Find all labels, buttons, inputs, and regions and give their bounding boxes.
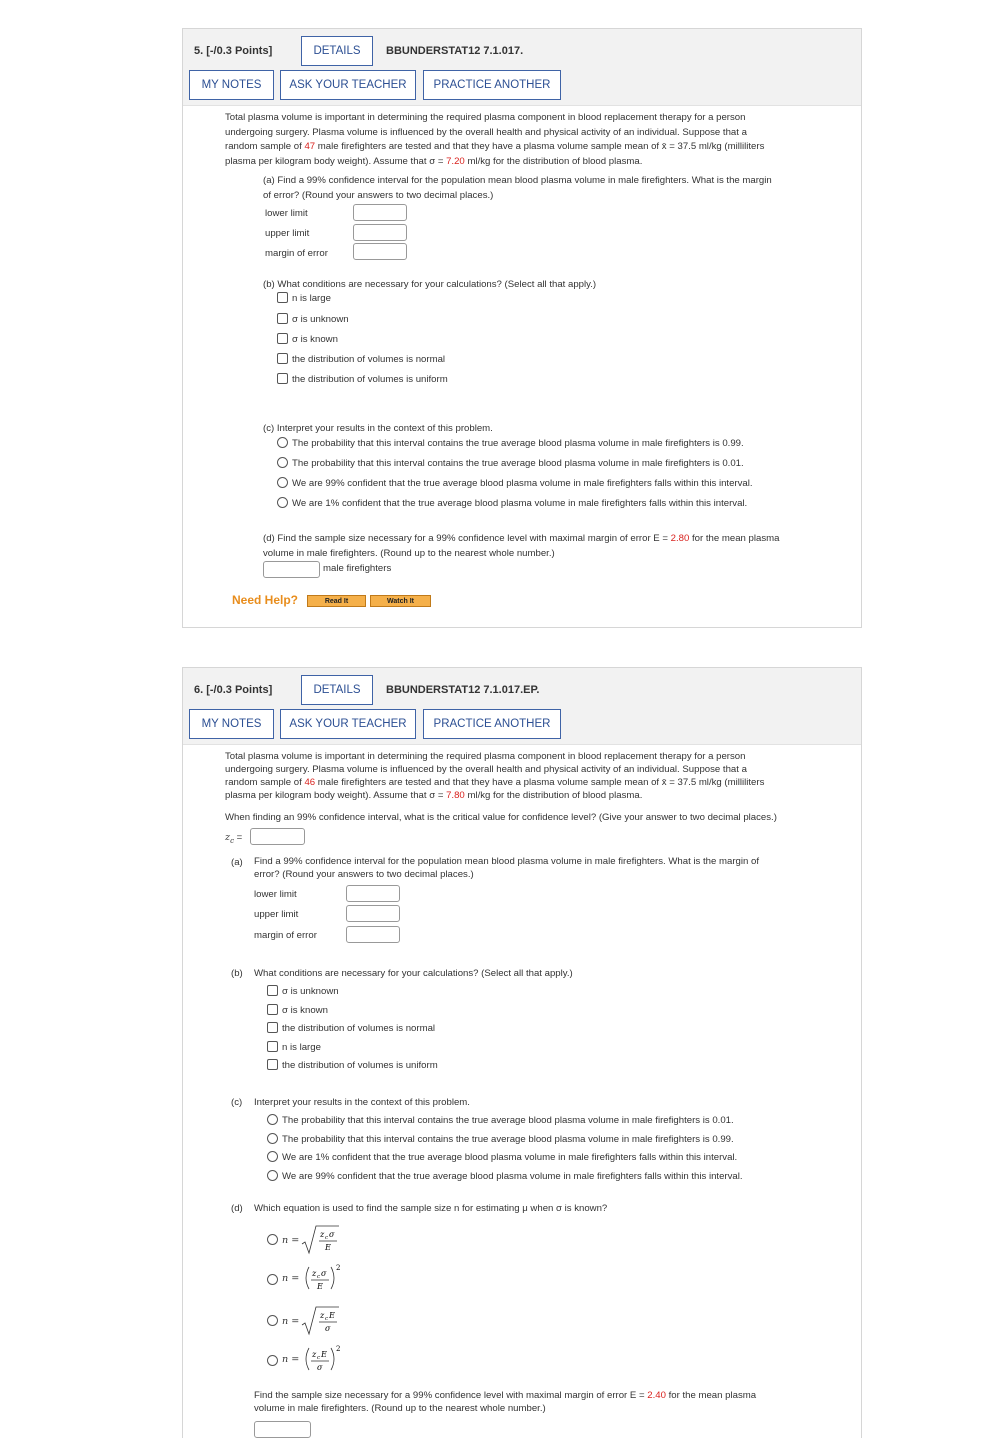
n-equals: n =: [282, 1315, 300, 1327]
radio-button[interactable]: [277, 497, 288, 508]
option-label: the distribution of volumes is normal: [292, 354, 446, 365]
part-a-question: [263, 174, 853, 203]
lower-limit-input[interactable]: [346, 885, 400, 902]
n-equals: n =: [282, 1353, 300, 1365]
watch-it-button[interactable]: Watch It: [370, 595, 431, 607]
part-b-question: What conditions are necessary for your calculations? (Select all that apply.): [254, 968, 573, 979]
n-equals: n =: [282, 1272, 300, 1284]
upper-limit-label: upper limit: [254, 909, 299, 920]
upper-limit-label: upper limit: [265, 228, 310, 239]
equation-option-sqrt-zc-sigma-over-e: [282, 1223, 359, 1257]
text: random sample of: [225, 141, 305, 152]
option-label: the distribution of volumes is normal: [282, 1023, 436, 1034]
radio-button[interactable]: [267, 1170, 278, 1181]
option-label: We are 1% confident that the true average blood plasma volume in male firefighters falls within this interval.: [282, 1152, 738, 1163]
lower-limit-label: lower limit: [254, 889, 297, 900]
svg-text:z: z: [312, 1350, 317, 1359]
my-notes-button[interactable]: MY NOTES: [189, 70, 274, 100]
svg-text:E: E: [329, 1311, 336, 1320]
zc-label: [225, 832, 242, 845]
svg-text:c: c: [325, 1316, 329, 1322]
svg-text:z: z: [312, 1269, 317, 1278]
option-label: σ is known: [292, 334, 338, 345]
problem-code: BBUNDERSTAT12 7.1.017.EP.: [386, 684, 540, 696]
text: Find the sample size necessary for a 99% confidence level with maximal margin of error E =: [254, 1390, 648, 1401]
text: plasma per kilogram body weight). Assume that σ =: [225, 790, 447, 801]
equation-option-sqrt-zc-e-over-sigma: [282, 1304, 359, 1338]
part-d-question: [263, 532, 858, 561]
text-line: error? (Round your answers to two decimal places.): [254, 869, 474, 880]
checkbox[interactable]: [267, 1022, 278, 1033]
option-label: The probability that this interval contains the true average blood plasma volume in male firefighters is 0.99.: [292, 438, 744, 449]
svg-text:σ: σ: [329, 1230, 335, 1239]
text-line: of error? (Round your answers to two decimal places.): [263, 189, 494, 201]
text: (d) Find the sample size necessary for a 99% confidence level with maximal margin of error E =: [263, 533, 671, 544]
checkbox[interactable]: [267, 985, 278, 996]
details-button[interactable]: DETAILS: [301, 675, 373, 705]
part-c-question: (c) Interpret your results in the context of this problem.: [263, 423, 493, 434]
svg-text:z: z: [320, 1230, 325, 1239]
option-label: We are 99% confident that the true average blood plasma volume in male firefighters falls within this interval.: [282, 1171, 743, 1182]
checkbox[interactable]: [267, 1041, 278, 1052]
radio-button[interactable]: [277, 477, 288, 488]
text: for the mean plasma: [665, 1390, 757, 1401]
equals: =: [233, 832, 243, 843]
my-notes-button[interactable]: MY NOTES: [189, 709, 274, 739]
ask-teacher-button[interactable]: ASK YOUR TEACHER: [280, 709, 416, 739]
checkbox[interactable]: [267, 1059, 278, 1070]
problem-text-line: [225, 140, 855, 155]
lower-limit-input[interactable]: [353, 204, 407, 221]
sample-size-question: [254, 1389, 844, 1415]
sample-size-value: 47: [304, 141, 316, 152]
problem-text: [225, 750, 855, 802]
radio-button[interactable]: [277, 437, 288, 448]
checkbox[interactable]: [277, 333, 288, 344]
checkbox[interactable]: [267, 1004, 278, 1015]
upper-limit-input[interactable]: [353, 224, 407, 241]
option-label: n is large: [292, 293, 331, 304]
question-points: 6. [-/0.3 Points]: [194, 684, 273, 696]
part-d-label: (d): [231, 1203, 243, 1214]
svg-text:σ: σ: [317, 1363, 323, 1372]
margin-error-value: 2.80: [670, 533, 690, 544]
svg-text:c: c: [317, 1355, 321, 1361]
option-label: the distribution of volumes is uniform: [282, 1060, 438, 1071]
svg-text:σ: σ: [321, 1269, 327, 1278]
option-label: The probability that this interval contains the true average blood plasma volume in male firefighters is 0.01.: [292, 458, 744, 469]
text-line: (a) Find a 99% confidence interval for the population mean blood plasma volume in male firefighters. What is the margin: [263, 175, 772, 186]
practice-another-button[interactable]: PRACTICE ANOTHER: [423, 70, 561, 100]
sample-size-value: 46: [304, 777, 316, 788]
sample-size-input[interactable]: [263, 561, 320, 578]
checkbox[interactable]: [277, 292, 288, 303]
option-label: We are 99% confident that the true average blood plasma volume in male firefighters falls within this interval.: [292, 478, 753, 489]
radio-button[interactable]: [267, 1274, 278, 1285]
read-it-button[interactable]: Read It: [307, 595, 366, 607]
radio-button[interactable]: [267, 1133, 278, 1144]
svg-text:c: c: [325, 1235, 329, 1241]
checkbox[interactable]: [277, 313, 288, 324]
text-line: volume in male firefighters. (Round up to the nearest whole number.): [263, 547, 555, 559]
checkbox[interactable]: [277, 373, 288, 384]
svg-text:z: z: [320, 1311, 325, 1320]
svg-text:2: 2: [336, 1264, 341, 1272]
problem-text-line: undergoing surgery. Plasma volume is influenced by the overall health and physical activity of an individual. Suppose that a: [225, 126, 747, 138]
option-label: the distribution of volumes is uniform: [292, 374, 448, 385]
problem-code: BBUNDERSTAT12 7.1.017.: [386, 45, 524, 57]
part-c-label: (c): [231, 1097, 243, 1108]
equation-option-zc-sigma-over-e-squared: [282, 1261, 359, 1295]
radio-button[interactable]: [267, 1151, 278, 1162]
svg-text:E: E: [321, 1350, 328, 1359]
unit-label: male firefighters: [323, 563, 392, 574]
radio-button[interactable]: [267, 1315, 278, 1326]
text: ml/kg for the distribution of blood plasma.: [464, 155, 643, 167]
option-label: We are 1% confident that the true average blood plasma volume in male firefighters falls within this interval.: [292, 498, 748, 509]
option-label: The probability that this interval contains the true average blood plasma volume in male firefighters is 0.01.: [282, 1115, 734, 1126]
option-label: σ is unknown: [292, 314, 349, 325]
text: male firefighters are tested and that they have a plasma volume sample mean of x̄ = 37.5 ml/kg (milliliters: [315, 777, 765, 788]
problem-text-line: [225, 789, 855, 802]
problem-text-line: [225, 155, 855, 170]
text: plasma per kilogram body weight). Assume that σ =: [225, 155, 447, 167]
sigma-value: 7.80: [446, 790, 465, 801]
option-label: σ is known: [282, 1005, 328, 1016]
c-subscript: c: [230, 836, 234, 845]
upper-limit-input[interactable]: [346, 905, 400, 922]
ask-teacher-button[interactable]: ASK YOUR TEACHER: [280, 70, 416, 100]
question-6: [182, 667, 862, 1438]
part-b-question: (b) What conditions are necessary for your calculations? (Select all that apply.): [263, 279, 597, 290]
part-d-question: Which equation is used to find the sample size n for estimating μ when σ is known?: [254, 1203, 608, 1214]
margin-of-error-label: margin of error: [265, 248, 328, 259]
practice-another-button[interactable]: PRACTICE ANOTHER: [423, 709, 561, 739]
critical-value-input[interactable]: [250, 828, 305, 845]
equation-option-zc-e-over-sigma-squared: [282, 1342, 359, 1376]
problem-text: [225, 111, 855, 169]
equation-sqrt-zc-E-over-sigma: [299, 1304, 359, 1338]
svg-text:2: 2: [336, 1345, 341, 1353]
checkbox[interactable]: [277, 353, 288, 364]
text: random sample of: [225, 777, 305, 788]
part-b-label: (b): [231, 968, 243, 979]
text: male firefighters are tested and that they have a plasma volume sample mean of x̄ = 37.5 ml/kg (milliliters: [315, 141, 765, 152]
margin-of-error-input[interactable]: [353, 243, 407, 260]
equation-sqrt-zc-sigma-over-E: [299, 1223, 359, 1257]
part-a-label: (a): [231, 857, 243, 868]
details-button[interactable]: DETAILS: [301, 36, 373, 66]
z-symbol: z: [225, 832, 231, 843]
question-points: 5. [-/0.3 Points]: [194, 45, 273, 57]
text-line: Find a 99% confidence interval for the population mean blood plasma volume in male firefighters. What is the margin of: [254, 856, 760, 867]
option-label: n is large: [282, 1042, 321, 1053]
margin-of-error-label: margin of error: [254, 930, 317, 941]
option-label: The probability that this interval contains the true average blood plasma volume in male firefighters is 0.99.: [282, 1134, 734, 1145]
problem-text-line: [225, 776, 855, 789]
n-equals: n =: [282, 1234, 300, 1246]
problem-text-line: undergoing surgery. Plasma volume is influenced by the overall health and physical activity of an individual. Suppose that a: [225, 764, 747, 775]
radio-button[interactable]: [267, 1114, 278, 1125]
critical-value-question: When finding an 99% confidence interval, what is the critical value for confidence level? (Give your answer to two decimal places.): [225, 812, 777, 823]
svg-text:E: E: [325, 1243, 332, 1252]
part-a-question: [254, 855, 844, 881]
radio-button[interactable]: [277, 457, 288, 468]
problem-text-line: Total plasma volume is important in determining the required plasma component in blood replacement therapy for a person: [225, 112, 746, 123]
question-6-header: [183, 668, 861, 745]
option-label: σ is unknown: [282, 986, 339, 997]
lower-limit-label: lower limit: [265, 208, 308, 219]
question-5-header: [183, 29, 861, 106]
need-help-label: Need Help?: [232, 593, 299, 607]
svg-text:c: c: [317, 1274, 321, 1280]
question-5: [182, 28, 862, 628]
equation-zc-E-over-sigma-squared: [299, 1342, 359, 1376]
text-line: [254, 1389, 844, 1402]
text-line: volume in male firefighters. (Round up to the nearest whole number.): [254, 1403, 546, 1414]
equation-zc-sigma-over-E-squared: [299, 1261, 359, 1295]
radio-button[interactable]: [267, 1234, 278, 1245]
margin-of-error-input[interactable]: [346, 926, 400, 943]
problem-text-line: Total plasma volume is important in determining the required plasma component in blood replacement therapy for a person: [225, 751, 746, 762]
text: for the mean plasma: [689, 533, 780, 544]
margin-error-value: 2.40: [647, 1390, 666, 1401]
svg-text:E: E: [317, 1282, 324, 1291]
sigma-value: 7.20: [446, 155, 465, 167]
radio-button[interactable]: [267, 1355, 278, 1366]
text: ml/kg for the distribution of blood plasma.: [464, 790, 643, 801]
part-c-question: Interpret your results in the context of this problem.: [254, 1097, 470, 1108]
svg-text:σ: σ: [325, 1324, 331, 1333]
text-line: [263, 532, 858, 547]
